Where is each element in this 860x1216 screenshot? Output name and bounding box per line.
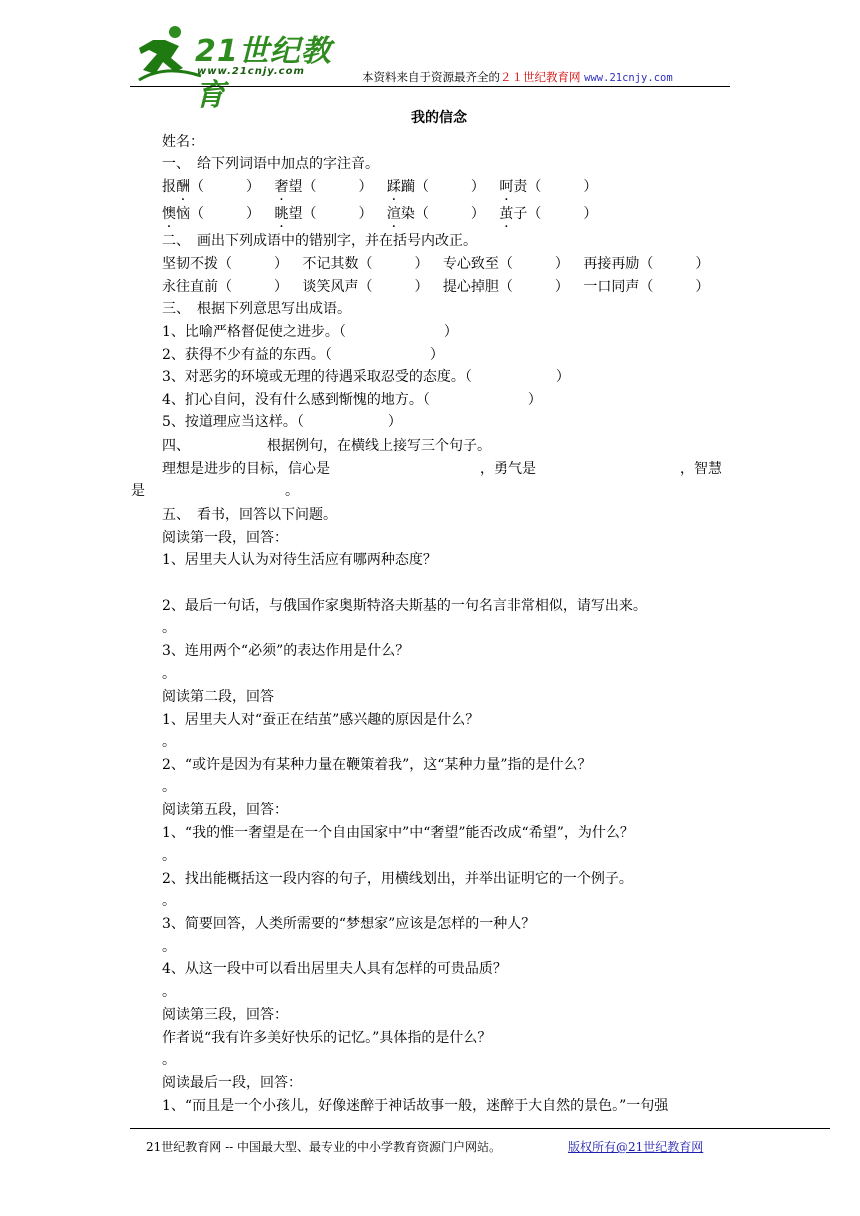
idiom-item: 不记其数（ ） bbox=[302, 256, 429, 272]
section-4-heading: 四、 根据例句，在横线上接写三个句子。 bbox=[162, 438, 491, 454]
idiom-item: 提心掉胆（ ） bbox=[442, 279, 569, 295]
sentence-prompt-b: ，勇气是 bbox=[480, 461, 536, 477]
page-title: 我的信念 bbox=[411, 110, 467, 126]
idiom-item: 专心致至（ ） bbox=[442, 256, 569, 272]
answer-mark: 。 bbox=[162, 893, 176, 909]
pinyin-row-1 bbox=[162, 179, 607, 195]
section-5-heading: 五、 看书，回答以下问题。 bbox=[162, 507, 337, 523]
pinyin-item: 眺望（ ） bbox=[274, 206, 373, 222]
pinyin-row-2 bbox=[162, 206, 607, 222]
name-label: 姓名： bbox=[162, 134, 204, 150]
pinyin-item: 奢望（ ） bbox=[274, 179, 373, 195]
reading-question: 2、最后一句话，与俄国作家奥斯特洛夫斯基的一句名言非常相似，请写出来。 bbox=[162, 598, 647, 614]
reading-heading: 阅读第五段，回答： bbox=[162, 802, 288, 818]
section-2-heading: 二、 画出下列成语中的错别字，并在括号内改正。 bbox=[162, 233, 477, 249]
reading-question: 2、“或许是因为有某种力量在鞭策着我”，这“某种力量”指的是什么？ bbox=[162, 757, 592, 773]
answer-mark: 。 bbox=[162, 779, 176, 795]
header-note-url[interactable]: www.21cnjy.com bbox=[584, 72, 673, 84]
logo-brand-text: 21世纪教育 bbox=[195, 34, 332, 113]
idiom-item: 坚韧不拨（ ） bbox=[162, 256, 288, 272]
sentence-prompt-d: 是 。 bbox=[131, 483, 299, 499]
sentence-prompt-a: 理想是进步的目标，信心是 bbox=[162, 461, 330, 477]
header-note-prefix: 本资料来自于资源最齐全的 bbox=[362, 70, 500, 84]
reading-heading: 阅读第二段，回答 bbox=[162, 689, 274, 705]
logo-url-text: www.21cnjy.com bbox=[197, 66, 305, 77]
idiom-item: 一口同声（ ） bbox=[583, 279, 710, 295]
section-1-heading: 一、 给下列词语中加点的字注音。 bbox=[162, 156, 379, 172]
answer-mark: 。 bbox=[162, 984, 176, 1000]
pinyin-item: 报酬（ ） bbox=[162, 179, 260, 195]
section-3-heading: 三、 根据下列意思写出成语。 bbox=[162, 301, 351, 317]
footer-divider bbox=[130, 1128, 830, 1129]
answer-mark: 。 bbox=[162, 734, 176, 750]
idiom-row-1 bbox=[162, 256, 719, 272]
pinyin-item: 懊恼（ ） bbox=[162, 206, 260, 222]
reading-question: 3、连用两个“必须”的表达作用是什么？ bbox=[162, 643, 410, 659]
answer-mark: 。 bbox=[162, 848, 176, 864]
answer-mark: 。 bbox=[162, 939, 176, 955]
answer-mark: 。 bbox=[162, 666, 176, 682]
pinyin-item: 呵责（ ） bbox=[499, 179, 598, 195]
idiom-question: 5、按道理应当这样。（ ） bbox=[162, 414, 402, 430]
pinyin-item: 蹂躏（ ） bbox=[386, 179, 485, 195]
reading-heading: 阅读第三段，回答： bbox=[162, 1007, 288, 1023]
reading-question: 3、简要回答，人类所需要的“梦想家”应该是怎样的一种人？ bbox=[162, 916, 536, 932]
answer-mark: 。 bbox=[162, 1052, 176, 1068]
idiom-item: 永往直前（ ） bbox=[162, 279, 288, 295]
reading-question: 作者说“我有许多美好快乐的记忆。”具体指的是什么？ bbox=[162, 1030, 492, 1046]
footer-copyright-link[interactable]: 版权所有@21世纪教育网 bbox=[568, 1140, 704, 1154]
idiom-item: 谈笑风声（ ） bbox=[302, 279, 429, 295]
reading-question: 1、居里夫人认为对待生活应有哪两种态度？ bbox=[162, 552, 437, 568]
footer-text: 21世纪教育网 -- 中国最大型、最专业的中小学教育资源门户网站。 bbox=[146, 1140, 502, 1154]
idiom-question: 4、扪心自问，没有什么感到惭愧的地方。（ ） bbox=[162, 392, 542, 408]
reading-question: 1、居里夫人对“蚕正在结茧”感兴趣的原因是什么？ bbox=[162, 712, 480, 728]
reading-question: 4、从这一段中可以看出居里夫人具有怎样的可贵品质？ bbox=[162, 961, 507, 977]
reading-heading: 阅读最后一段，回答： bbox=[162, 1075, 302, 1091]
reading-question: 2、找出能概括这一段内容的句子，用横线划出，并举出证明它的一个例子。 bbox=[162, 871, 633, 887]
reading-question: 1、“而且是一个小孩儿，好像迷醉于神话故事一般，迷醉于大自然的景色。”一句强 bbox=[162, 1098, 669, 1114]
reading-question: 1、“我的惟一奢望是在一个自由国家中”中“奢望”能否改成“希望”，为什么？ bbox=[162, 825, 634, 841]
reading-heading: 阅读第一段，回答： bbox=[162, 530, 288, 546]
sentence-prompt-c: ，智慧 bbox=[680, 461, 722, 477]
pinyin-item: 渲染（ ） bbox=[386, 206, 485, 222]
idiom-row-2 bbox=[162, 279, 719, 295]
answer-mark: 。 bbox=[162, 620, 176, 636]
pinyin-item: 茧子（ ） bbox=[499, 206, 598, 222]
header-note-site: ２１世纪教育网 bbox=[500, 70, 581, 84]
idiom-question: 1、比喻严格督促使之进步。（ ） bbox=[162, 324, 458, 340]
idiom-question: 3、对恶劣的环境或无理的待遇采取忍受的态度。（ ） bbox=[162, 369, 570, 385]
idiom-question: 2、获得不少有益的东西。（ ） bbox=[162, 347, 444, 363]
idiom-item: 再接再励（ ） bbox=[583, 256, 710, 272]
